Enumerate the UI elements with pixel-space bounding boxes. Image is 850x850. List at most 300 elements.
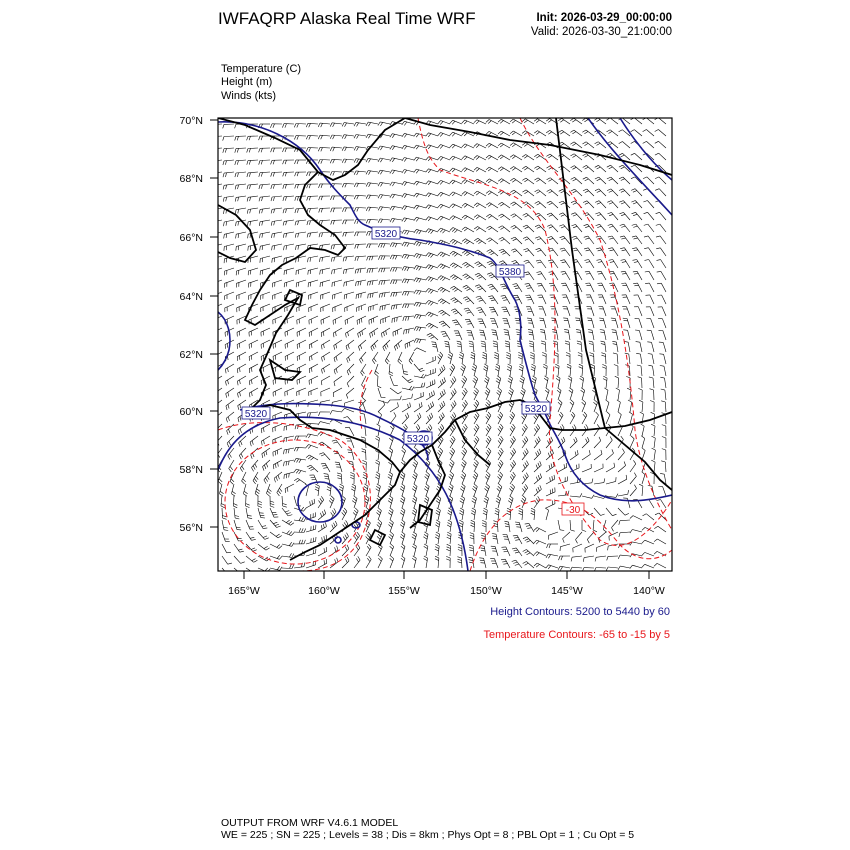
wind-barb-flag: [214, 222, 215, 226]
wind-barb: [529, 283, 534, 292]
wind-barb-flag: [479, 312, 483, 313]
wind-barb: [526, 155, 534, 161]
wind-barb-flag: [522, 155, 526, 158]
wind-barb: [515, 225, 523, 232]
wind-barb-flag: [321, 454, 325, 456]
wind-barb-flag: [633, 260, 637, 261]
wind-barb-flag: [428, 313, 431, 316]
wind-barb: [366, 547, 371, 556]
wind-barb: [344, 268, 354, 270]
wind-barb-flag: [440, 448, 443, 451]
wind-barb: [606, 378, 607, 388]
wind-barb-flag: [360, 332, 361, 336]
wind-barb-flag: [512, 284, 516, 285]
wind-barb-flag: [285, 124, 287, 128]
wind-barb-flag: [474, 238, 478, 240]
wind-barb-flag: [301, 517, 303, 521]
wind-barb-flag: [347, 450, 351, 451]
wind-barb-flag: [471, 357, 475, 359]
wind-barb: [586, 142, 594, 148]
wind-barb-flag: [496, 381, 500, 384]
wind-barb-flag: [618, 555, 620, 559]
wind-barb-flag: [567, 367, 571, 369]
wind-barb-flag: [655, 141, 659, 143]
wind-barb-flag: [261, 148, 262, 152]
wind-barb-flag: [491, 312, 495, 313]
wind-barb: [438, 393, 445, 400]
wind-barb-flag: [310, 458, 313, 461]
wind-barb-flag: [355, 269, 356, 273]
wind-barb: [426, 558, 428, 568]
wind-barb-flag: [379, 268, 380, 272]
wind-barb-flag: [515, 552, 519, 553]
wind-barb: [618, 402, 620, 412]
wind-barb: [378, 438, 380, 448]
wind-barb-flag: [345, 208, 347, 212]
wind-barb-flag: [443, 365, 445, 369]
wind-barb-flag: [500, 132, 503, 135]
wind-barb-flag: [307, 196, 308, 200]
wind-barb-flag: [549, 465, 550, 469]
wind-barb: [284, 436, 294, 438]
wind-barb-flag: [295, 246, 296, 250]
wind-barb-flag: [402, 484, 405, 487]
wind-barb-flag: [462, 440, 465, 443]
wind-barb: [414, 417, 421, 424]
wind-barb-flag: [414, 302, 416, 306]
wind-barb: [617, 354, 618, 364]
wind-barb-flag: [552, 329, 556, 330]
wind-barb: [238, 388, 247, 393]
wind-barb-flag: [465, 388, 468, 391]
wind-barb: [594, 441, 601, 448]
wind-barb-flag: [438, 192, 441, 195]
wind-barb-flag: [600, 330, 604, 331]
wind-barb: [426, 417, 433, 424]
wind-barb-flag: [390, 218, 392, 222]
wind-barb-flag: [486, 428, 489, 431]
wind-barb-flag: [342, 159, 344, 163]
wind-barb-flag: [633, 202, 637, 204]
wind-barb-flag: [248, 234, 249, 238]
wind-barb-flag: [239, 443, 241, 447]
wind-barb-flag: [414, 266, 416, 270]
wind-barb-flag: [273, 185, 274, 189]
wind-barb-flag: [641, 436, 644, 439]
wind-barb-flag: [240, 368, 241, 372]
wind-barb-flag: [355, 508, 358, 511]
wind-barb-flag: [648, 365, 652, 366]
wind-barb-flag: [271, 160, 272, 164]
wind-barb-flag: [522, 178, 526, 180]
wind-barb-flag: [524, 120, 527, 123]
wind-barb: [371, 340, 378, 347]
wind-barb-flag: [440, 393, 442, 397]
wind-barb: [409, 352, 414, 361]
field-label-temperature: Temperature (C): [221, 63, 302, 75]
wind-barb: [322, 352, 331, 357]
wind-barb: [513, 131, 522, 136]
wind-barb: [285, 340, 294, 344]
wind-barb-flag: [413, 508, 416, 511]
wind-barb-flag: [523, 496, 526, 499]
wind-barb: [538, 131, 546, 136]
wind-barb-flag: [654, 539, 657, 542]
wind-barb-flag: [321, 345, 322, 349]
wind-barb-flag: [463, 390, 466, 393]
wind-barb: [284, 208, 294, 209]
wind-barb-flag: [231, 479, 234, 482]
wind-barb: [346, 328, 355, 333]
wind-barb: [262, 448, 270, 454]
wind-barb-flag: [378, 546, 381, 549]
wind-barb-flag: [367, 558, 370, 561]
wind-barb: [534, 478, 542, 485]
wind-barb-flag: [412, 558, 416, 560]
wind-barb-flag: [393, 268, 395, 272]
wind-barb-flag: [490, 298, 494, 299]
wind-barb-flag: [211, 173, 212, 177]
wind-barb-flag: [534, 166, 538, 168]
wind-barb-flag: [595, 165, 599, 167]
wind-barb: [442, 299, 451, 304]
wind-barb-flag: [502, 298, 506, 299]
wind-barb-flag: [380, 159, 382, 163]
wind-barb: [598, 118, 606, 124]
wind-barb-flag: [662, 425, 666, 426]
wind-barb-flag: [559, 414, 562, 417]
wind-barb-flag: [264, 480, 266, 484]
wind-barb-flag: [495, 508, 499, 510]
wind-barb: [258, 520, 263, 529]
wind-barb-flag: [511, 225, 515, 227]
wind-barb: [545, 342, 546, 352]
wind-barb-flag: [562, 285, 566, 286]
wind-barb-flag: [636, 342, 640, 343]
wind-barb-flag: [613, 344, 617, 345]
wind-barb-flag: [426, 229, 429, 232]
wind-barb: [624, 212, 631, 220]
wind-barb-flag: [523, 465, 525, 469]
wind-barb-flag: [334, 508, 336, 512]
wind-barb-flag: [237, 357, 238, 361]
wind-barb-flag: [428, 266, 431, 269]
wind-barb-flag: [322, 369, 323, 373]
wind-barb-flag: [297, 209, 298, 213]
wind-barb: [237, 352, 246, 357]
wind-barb-flag: [414, 472, 417, 475]
wind-barb-flag: [239, 356, 240, 360]
wind-barb-flag: [366, 134, 368, 138]
wind-barb-flag: [552, 476, 553, 480]
wind-barb-flag: [583, 189, 587, 191]
wind-barb-flag: [520, 381, 524, 383]
wind-barb: [563, 532, 570, 539]
wind-barb-flag: [427, 333, 431, 335]
wind-barb-flag: [510, 496, 513, 499]
wind-barb-flag: [452, 364, 455, 367]
wind-barb-flag: [440, 217, 443, 220]
wind-barb: [565, 271, 570, 280]
wind-barb-flag: [486, 167, 489, 170]
wind-barb-flag: [306, 434, 308, 438]
wind-barb-flag: [372, 281, 373, 285]
wind-barb-flag: [536, 477, 538, 481]
wind-barb-flag: [460, 352, 464, 354]
wind-barb: [296, 232, 306, 234]
wind-barb: [332, 256, 342, 258]
wind-barb: [222, 508, 223, 518]
wind-barb-flag: [438, 252, 441, 255]
wind-barb-flag: [324, 548, 325, 552]
wind-barb-flag: [500, 460, 503, 463]
wind-barb-flag: [568, 378, 572, 380]
wind-barb-flag: [225, 369, 226, 373]
wind-barb-flag: [334, 346, 335, 350]
wind-barb-flag: [288, 461, 289, 465]
wind-barb: [238, 424, 246, 430]
wind-barb-flag: [448, 354, 452, 356]
wind-barb-flag: [440, 229, 443, 232]
wind-barb-flag: [435, 559, 439, 561]
wind-barb-flag: [523, 440, 525, 444]
wind-barb-flag: [607, 189, 611, 191]
wind-barb-flag: [510, 119, 513, 122]
wind-barb-flag: [366, 183, 368, 187]
wind-barb: [236, 208, 246, 210]
wind-barb-flag: [390, 520, 393, 523]
wind-barb-flag: [509, 390, 512, 393]
wind-barb-flag: [430, 424, 432, 428]
wind-barb-flag: [528, 329, 532, 330]
wind-barb-flag: [538, 437, 540, 441]
wind-barb: [634, 118, 642, 124]
wind-barb-flag: [285, 184, 286, 188]
wind-barb-flag: [499, 261, 503, 263]
wind-barb: [582, 441, 589, 448]
wind-barb-flag: [489, 307, 493, 308]
wind-barb-flag: [559, 201, 563, 203]
wind-barb: [222, 544, 227, 553]
wind-barb-flag: [549, 179, 553, 181]
wind-barb-flag: [264, 465, 266, 469]
wind-barb-flag: [498, 428, 501, 431]
wind-barb: [366, 560, 371, 569]
wind-barb-flag: [450, 180, 453, 183]
wind-barb-flag: [642, 527, 645, 530]
wind-barb-flag: [304, 540, 305, 544]
wind-barb: [603, 307, 606, 316]
wind-barb-flag: [488, 168, 491, 171]
wind-barb-flag: [254, 479, 257, 482]
wind-barb-flag: [301, 507, 304, 510]
wind-barb-flag: [297, 172, 298, 176]
wind-barb-flag: [402, 291, 404, 295]
wind-barb-flag: [413, 465, 416, 468]
wind-barb-flag: [498, 388, 501, 391]
wind-barb: [620, 566, 630, 568]
wind-barb-flag: [537, 239, 541, 241]
wind-barb-flag: [514, 550, 518, 551]
wind-barb-flag: [309, 184, 310, 188]
wind-barb: [526, 562, 534, 569]
wind-barb-flag: [540, 485, 542, 489]
wind-barb-flag: [398, 402, 399, 406]
wind-barb-flag: [414, 462, 417, 465]
wind-barb-flag: [560, 132, 564, 134]
wind-barb-flag: [261, 173, 262, 177]
wind-barb: [611, 201, 618, 208]
wind-barb-flag: [258, 501, 262, 503]
wind-barb-flag: [442, 413, 444, 417]
wind-barb-flag: [607, 165, 611, 167]
wind-barb-flag: [512, 192, 516, 194]
wind-barb-flag: [597, 179, 601, 181]
wind-barb-flag: [621, 167, 625, 169]
wind-barb-flag: [547, 225, 551, 227]
wind-barb-flag: [363, 477, 367, 479]
wind-barb: [342, 561, 349, 568]
wind-barb-flag: [440, 253, 443, 256]
wind-barb: [380, 207, 390, 208]
wind-barb-flag: [388, 477, 392, 480]
wind-barb-flag: [416, 230, 419, 234]
wind-barb: [272, 220, 282, 222]
wind-barb-flag: [431, 290, 434, 293]
wind-barb-flag: [294, 447, 296, 451]
wind-barb-flag: [271, 148, 272, 152]
wind-barb: [346, 340, 354, 346]
wind-barb-flag: [549, 203, 553, 205]
wind-barb-flag: [449, 496, 453, 499]
wind-barb-flag: [402, 158, 404, 161]
wind-barb-flag: [561, 203, 565, 205]
wind-barb: [623, 201, 630, 208]
wind-barb-flag: [626, 475, 627, 479]
wind-barb: [237, 292, 246, 296]
wind-barb-flag: [498, 167, 501, 170]
wind-barb-flag: [489, 275, 493, 277]
wind-barb-flag: [392, 207, 394, 211]
wind-barb-flag: [523, 550, 527, 552]
wind-barb-flag: [525, 451, 527, 455]
wind-barb-flag: [576, 540, 578, 544]
wind-barb-flag: [500, 204, 504, 206]
wind-barb-flag: [405, 317, 406, 321]
wind-barb-flag: [262, 454, 263, 458]
wind-barb: [334, 376, 342, 382]
wind-barb-flag: [609, 260, 613, 261]
wind-barb: [618, 494, 628, 496]
wind-barb-flag: [529, 341, 533, 342]
wind-barb-flag: [474, 156, 477, 159]
wind-barb-flag: [454, 230, 457, 233]
wind-barb-flag: [549, 215, 553, 217]
wind-barb-flag: [473, 381, 476, 384]
wind-barb-flag: [309, 357, 310, 361]
wind-barb: [650, 295, 654, 304]
wind-barb-flag: [642, 540, 645, 543]
wind-barb: [570, 415, 575, 424]
wind-barb: [662, 307, 666, 316]
wind-barb-flag: [386, 344, 388, 348]
wind-barb: [663, 342, 666, 352]
wind-barb-flag: [462, 462, 465, 465]
wind-barb: [537, 563, 546, 568]
wind-barb: [344, 147, 354, 148]
wind-barb-flag: [259, 173, 260, 177]
wind-barb-flag: [501, 227, 505, 229]
wind-barb-flag: [404, 146, 407, 149]
wind-barb-flag: [379, 520, 382, 523]
wind-barb: [610, 118, 618, 124]
wind-barb-flag: [412, 501, 415, 504]
wind-barb-flag: [525, 424, 528, 427]
wind-barb-flag: [312, 356, 313, 360]
wind-barb: [654, 462, 655, 472]
wind-barb: [620, 555, 630, 556]
wind-barb-flag: [512, 560, 516, 561]
wind-barb-flag: [498, 416, 501, 419]
wind-barb: [236, 184, 246, 185]
wind-barb-flag: [488, 216, 492, 218]
wind-barb: [633, 516, 642, 520]
wind-barb-flag: [431, 254, 434, 257]
wind-barb-flag: [404, 134, 407, 138]
wind-barb-flag: [429, 335, 433, 337]
wind-barb-flag: [378, 158, 380, 162]
wind-barb-flag: [307, 184, 308, 188]
wind-barb: [659, 189, 666, 196]
wind-barb-flag: [586, 262, 590, 263]
wind-barb-flag: [253, 550, 257, 552]
wind-barb-flag: [510, 190, 514, 192]
wind-barb-flag: [378, 146, 380, 150]
wind-barb-flag: [407, 292, 409, 296]
wind-barb-flag: [507, 369, 511, 371]
wind-barb: [560, 544, 570, 547]
wind-barb-flag: [308, 456, 311, 459]
wind-barb-flag: [426, 472, 429, 475]
wind-barb: [360, 352, 367, 360]
wind-barb-flag: [370, 294, 371, 298]
wind-barb-flag: [583, 165, 587, 167]
wind-barb-flag: [424, 556, 428, 558]
wind-barb: [236, 160, 246, 161]
wind-barb: [627, 498, 630, 508]
wind-barb-flag: [270, 501, 274, 502]
wind-barb: [632, 542, 642, 544]
wind-barb-flag: [284, 462, 285, 466]
wind-barb-flag: [577, 332, 581, 333]
wind-barb-flag: [545, 508, 549, 510]
wind-barb-flag: [283, 148, 285, 152]
wind-barb-flag: [321, 525, 322, 529]
wind-barb: [321, 388, 330, 392]
wind-barb-flag: [224, 222, 225, 226]
wind-barb-flag: [380, 556, 383, 559]
wind-barb-flag: [633, 214, 637, 215]
wind-barb-flag: [342, 171, 344, 175]
wind-barb-flag: [332, 440, 336, 441]
wind-barb: [592, 330, 594, 340]
wind-barb: [212, 184, 222, 185]
wind-barb-flag: [454, 254, 457, 257]
wind-barb: [629, 354, 630, 364]
wind-barb-flag: [278, 462, 279, 466]
wind-barb-flag: [451, 380, 453, 384]
wind-barb-flag: [289, 532, 292, 535]
